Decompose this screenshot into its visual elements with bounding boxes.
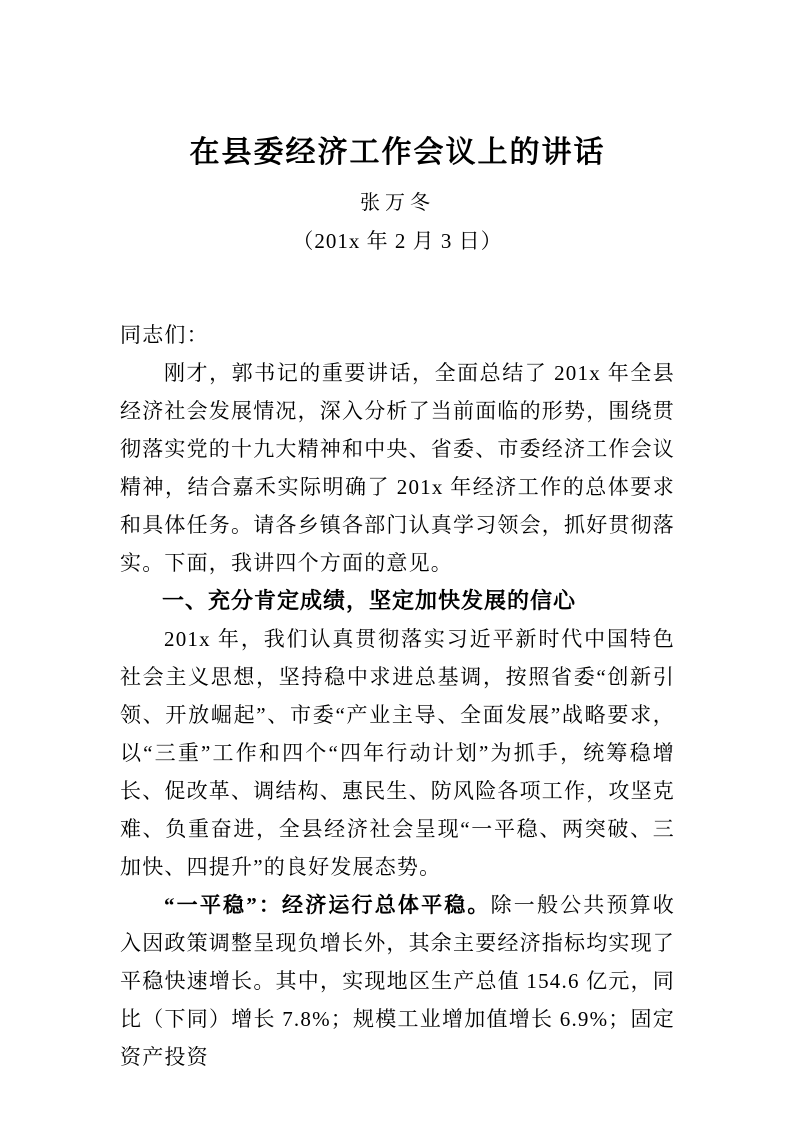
document-body — [120, 316, 675, 1076]
paragraph-stability — [120, 886, 675, 1076]
paragraph-intro: 刚才，郭书记的重要讲话，全面总结了 201x 年全县经济社会发展情况，深入分析了当前面临的形势，围绕贯彻落实党的十九大精神和中央、省委、市委经济工作会议精神，结合嘉禾实际明确了 201x 年经济工作的总体要求和具体任务。请各乡镇各部门认真学习领会，抓好贯彻落实。下面，我讲四个方面的意见。 — [120, 361, 675, 575]
author-name: 张万冬 — [360, 192, 435, 214]
date-line: （201x 年 2 月 3 日） — [292, 229, 503, 253]
paragraph-stability-lead: “一平稳”：经济运行总体平稳。 — [164, 893, 491, 917]
salutation: 同志们： — [120, 323, 209, 347]
document-title: 在县委经济工作会议上的讲话 — [189, 136, 606, 169]
paragraph-stability-rest: 除一般公共预算收入因政策调整呈现负增长外，其余主要经济指标均实现了平稳快速增长。其中，实现地区生产总值 154.6 亿元，同比（下同）增长 7.8%；规模工业增加值增长 6.9%；固定资产投资 — [120, 893, 675, 1069]
paragraph-achievements: 201x 年，我们认真贯彻落实习近平新时代中国特色社会主义思想，坚持稳中求进总基调，按照省委“创新引领、开放崛起”、市委“产业主导、全面发展”战略要求，以“三重”工作和四个“四年行动计划”为抓手，统筹稳增长、促改革、调结构、惠民生、防风险各项工作，攻坚克难、负重奋进，全县经济社会呈现“一平稳、两突破、三加快、四提升”的良好发展态势。 — [120, 627, 675, 879]
section-1-heading: 一、充分肯定成绩，坚定加快发展的信心 — [162, 588, 577, 613]
